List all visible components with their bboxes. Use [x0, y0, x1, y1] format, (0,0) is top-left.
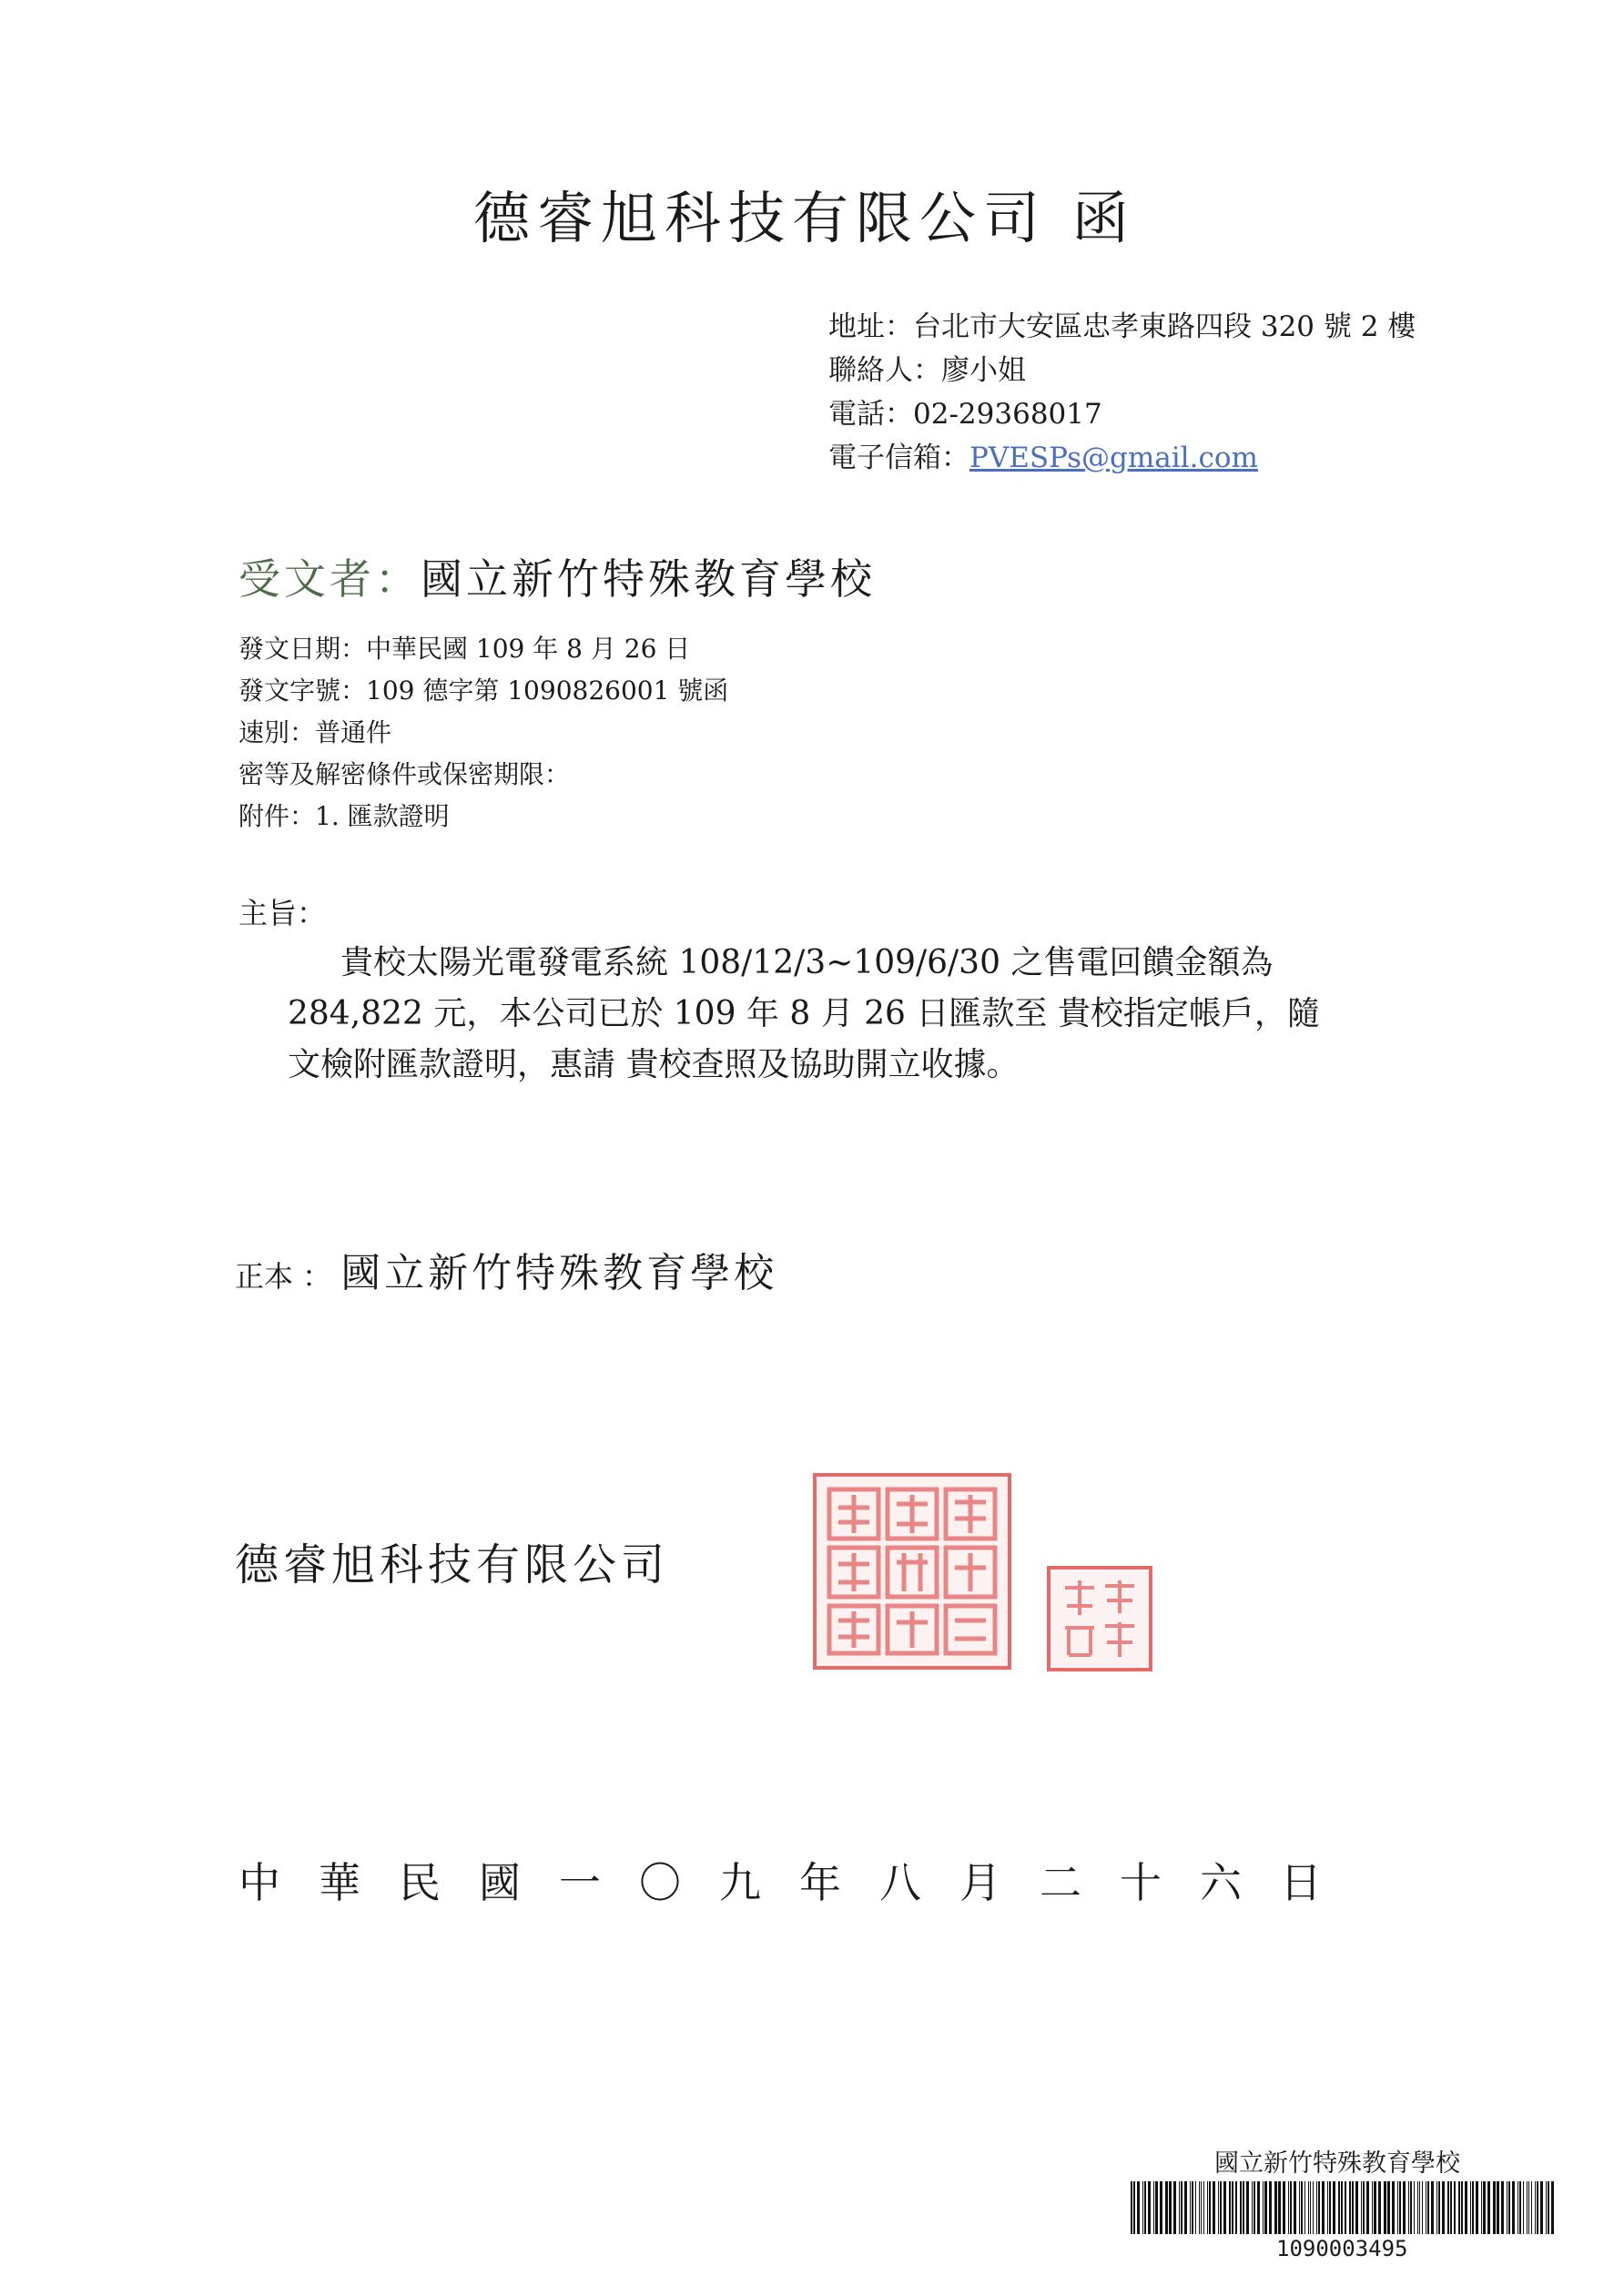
subject-body: [288, 938, 1320, 1091]
barcode-bar: [1483, 2181, 1486, 2234]
barcode-bar: [1363, 2181, 1365, 2234]
barcode-bar: [1410, 2181, 1412, 2234]
barcode-bar: [1310, 2181, 1311, 2234]
barcode-bar: [1417, 2181, 1418, 2234]
barcode-bar: [1476, 2181, 1478, 2234]
barcode-bar: [1235, 2181, 1237, 2234]
barcode-bar: [1288, 2181, 1289, 2234]
delivery-speed: 速別：普通件: [239, 717, 392, 747]
barcode-bar: [1352, 2181, 1354, 2234]
barcode-bar: [1192, 2181, 1193, 2234]
barcode-bar: [1301, 2181, 1303, 2234]
subject-label: 主旨：: [239, 896, 327, 930]
personal-seal-stamp: [1047, 1566, 1152, 1671]
barcode-bar: [1501, 2181, 1504, 2234]
barcode-bar: [1322, 2181, 1325, 2234]
barcode-bar: [1207, 2181, 1208, 2234]
barcode-bar: [1137, 2181, 1140, 2234]
barcode-bar: [1384, 2181, 1386, 2234]
company-seal-icon: [817, 1477, 1008, 1666]
barcode-bar: [1195, 2181, 1196, 2234]
recipient-name: 國立新竹特殊教育學校: [421, 554, 876, 604]
barcode-bar: [1338, 2181, 1340, 2234]
contact-block: [828, 305, 1416, 480]
barcode-bar: [1551, 2181, 1554, 2234]
barcode-bar: [1190, 2181, 1191, 2234]
barcode-bar: [1257, 2181, 1260, 2234]
subject-line-1: 貴校太陽光電發電系統 108/12/3~109/6/30 之售電回饋金額為: [340, 944, 1274, 981]
document-meta: [239, 628, 728, 838]
barcode-bar: [1392, 2181, 1395, 2234]
barcode-bar: [1450, 2181, 1452, 2234]
barcode-bar: [1278, 2181, 1281, 2234]
receipt-stamp: [1129, 2143, 1584, 2271]
barcode-bar: [1263, 2181, 1264, 2234]
barcode-bar: [1142, 2181, 1143, 2234]
barcode-bar: [1165, 2181, 1168, 2234]
barcode-bar: [1387, 2181, 1390, 2234]
barcode-bar: [1355, 2181, 1358, 2234]
barcode-bar: [1252, 2181, 1253, 2234]
barcode-bar: [1523, 2181, 1524, 2234]
barcode-bar: [1361, 2181, 1362, 2234]
barcode-bar: [1269, 2181, 1272, 2234]
barcode-bar: [1372, 2181, 1373, 2234]
barcode-bar: [1422, 2181, 1423, 2234]
barcode-bar: [1447, 2181, 1449, 2234]
barcode-bar: [1481, 2181, 1482, 2234]
barcode-bar: [1329, 2181, 1331, 2234]
copy-label: 正本 ：: [235, 1259, 332, 1294]
barcode-bar: [1408, 2181, 1409, 2234]
barcode-bar: [1304, 2181, 1305, 2234]
barcode-bar: [1540, 2181, 1543, 2234]
subject-line-3: 文檢附匯款證明，惠請 貴校查照及協助開立收據。: [288, 1046, 1020, 1083]
barcode-bar: [1458, 2181, 1460, 2234]
address-line: 地址：台北市大安區忠孝東路四段 320 號 2 樓: [828, 310, 1416, 343]
attachment-line: 附件：1. 匯款證明: [239, 801, 450, 831]
barcode-bar: [1537, 2181, 1538, 2234]
barcode-bar: [1133, 2181, 1135, 2234]
barcode-bar: [1308, 2181, 1309, 2234]
barcode-bar: [1318, 2181, 1320, 2234]
barcode-bar: [1454, 2181, 1456, 2234]
secrecy-level: 密等及解密條件或保密期限：: [239, 759, 571, 789]
original-copy-line: [235, 1240, 777, 1298]
barcode-bar: [1493, 2181, 1496, 2234]
barcode-bar: [1487, 2181, 1490, 2234]
barcode-bar: [1131, 2181, 1132, 2234]
barcode-icon: [1129, 2181, 1557, 2234]
barcode-bar: [1294, 2181, 1296, 2234]
barcode-bar: [1229, 2181, 1231, 2234]
barcode-bar: [1213, 2181, 1215, 2234]
barcode-bar: [1218, 2181, 1219, 2234]
barcode-bar: [1427, 2181, 1429, 2234]
barcode-bar: [1512, 2181, 1515, 2234]
barcode-bar: [1246, 2181, 1249, 2234]
letter-title: 德睿旭科技有限公司 函: [473, 185, 1136, 251]
barcode-bar: [1173, 2181, 1176, 2234]
issue-date: 發文日期：中華民國 109 年 8 月 26 日: [239, 634, 691, 664]
barcode-bar: [1201, 2181, 1202, 2234]
barcode-bar: [1199, 2181, 1200, 2234]
barcode-bar: [1155, 2181, 1158, 2234]
barcode-bar: [1419, 2181, 1420, 2234]
barcode-bar: [1299, 2181, 1300, 2234]
barcode-bar: [1220, 2181, 1222, 2234]
barcode-bar: [1148, 2181, 1151, 2234]
company-seal-stamp: [813, 1473, 1011, 1670]
barcode-bar: [1508, 2181, 1510, 2234]
receipt-number: 1090003495: [1276, 2236, 1408, 2261]
barcode-bar: [1254, 2181, 1255, 2234]
contact-person-line: 聯絡人：廖小姐: [828, 354, 1026, 387]
barcode-bar: [1160, 2181, 1162, 2234]
closing-date: 中華民國一〇九年八月二十六日: [239, 1858, 1360, 1907]
barcode-bar: [1209, 2181, 1211, 2234]
barcode-bar: [1144, 2181, 1146, 2234]
signature-company: 德睿旭科技有限公司: [235, 1539, 670, 1590]
recipient-label: 受文者：: [239, 554, 421, 604]
barcode-bar: [1403, 2181, 1406, 2234]
barcode-bar: [1472, 2181, 1474, 2234]
barcode-bar: [1374, 2181, 1376, 2234]
receipt-school-name: 國立新竹特殊教育學校: [1214, 2149, 1460, 2178]
barcode-bar: [1465, 2181, 1467, 2234]
barcode-bar: [1517, 2181, 1518, 2234]
barcode-bar: [1546, 2181, 1547, 2234]
barcode-bar: [1436, 2181, 1437, 2234]
recipient-line: [239, 546, 876, 606]
barcode-bar: [1283, 2181, 1285, 2234]
barcode-bar: [1399, 2181, 1401, 2234]
barcode-bar: [1232, 2181, 1233, 2234]
barcode-bar: [1535, 2181, 1536, 2234]
phone-line: 電話：02-29368017: [828, 398, 1102, 431]
barcode-bar: [1442, 2181, 1445, 2234]
copy-recipient: 國立新竹特殊教育學校: [340, 1250, 778, 1296]
email-label: 電子信箱：: [828, 442, 969, 474]
barcode-bar: [1431, 2181, 1434, 2234]
barcode-bar: [1497, 2181, 1499, 2234]
barcode-bar: [1438, 2181, 1440, 2234]
barcode-bar: [1519, 2181, 1521, 2234]
barcode-bar: [1169, 2181, 1172, 2234]
barcode-bar: [1274, 2181, 1277, 2234]
barcode-bar: [1470, 2181, 1471, 2234]
barcode-bar: [1333, 2181, 1335, 2234]
barcode-bar: [1531, 2181, 1532, 2234]
barcode-bar: [1345, 2181, 1346, 2234]
personal-seal-icon: [1051, 1570, 1149, 1668]
barcode-bar: [1223, 2181, 1226, 2234]
barcode-bar: [1184, 2181, 1187, 2234]
barcode-bar: [1414, 2181, 1415, 2234]
barcode-bar: [1243, 2181, 1244, 2234]
barcode-bar: [1378, 2181, 1381, 2234]
barcode-bar: [1264, 2181, 1267, 2234]
barcode-bar: [1290, 2181, 1292, 2234]
barcode-bar: [1527, 2181, 1528, 2234]
barcode-bar: [1181, 2181, 1182, 2234]
barcode-bar: [1341, 2181, 1343, 2234]
barcode-bar: [1313, 2181, 1314, 2234]
barcode-bar: [1179, 2181, 1180, 2234]
barcode-bar: [1316, 2181, 1317, 2234]
barcode-bar: [1528, 2181, 1529, 2234]
subject-line-2: 284,822 元，本公司已於 109 年 8 月 26 日匯款至 貴校指定帳戶，隨: [288, 995, 1320, 1032]
barcode-bar: [1327, 2181, 1328, 2234]
barcode-bar: [1461, 2181, 1463, 2234]
barcode-bar: [1153, 2181, 1154, 2234]
barcode-bar: [1366, 2181, 1369, 2234]
document-number: 發文字號：109 德字第 1090826001 號函: [239, 676, 729, 706]
email-line: [828, 436, 1416, 480]
barcode-bar: [1240, 2181, 1242, 2234]
email-link[interactable]: PVESPs@gmail.com: [969, 442, 1258, 474]
barcode-bar: [1203, 2181, 1204, 2234]
barcode-bar: [1397, 2181, 1398, 2234]
barcode-bar: [1349, 2181, 1351, 2234]
barcode-bar: [1548, 2181, 1549, 2234]
